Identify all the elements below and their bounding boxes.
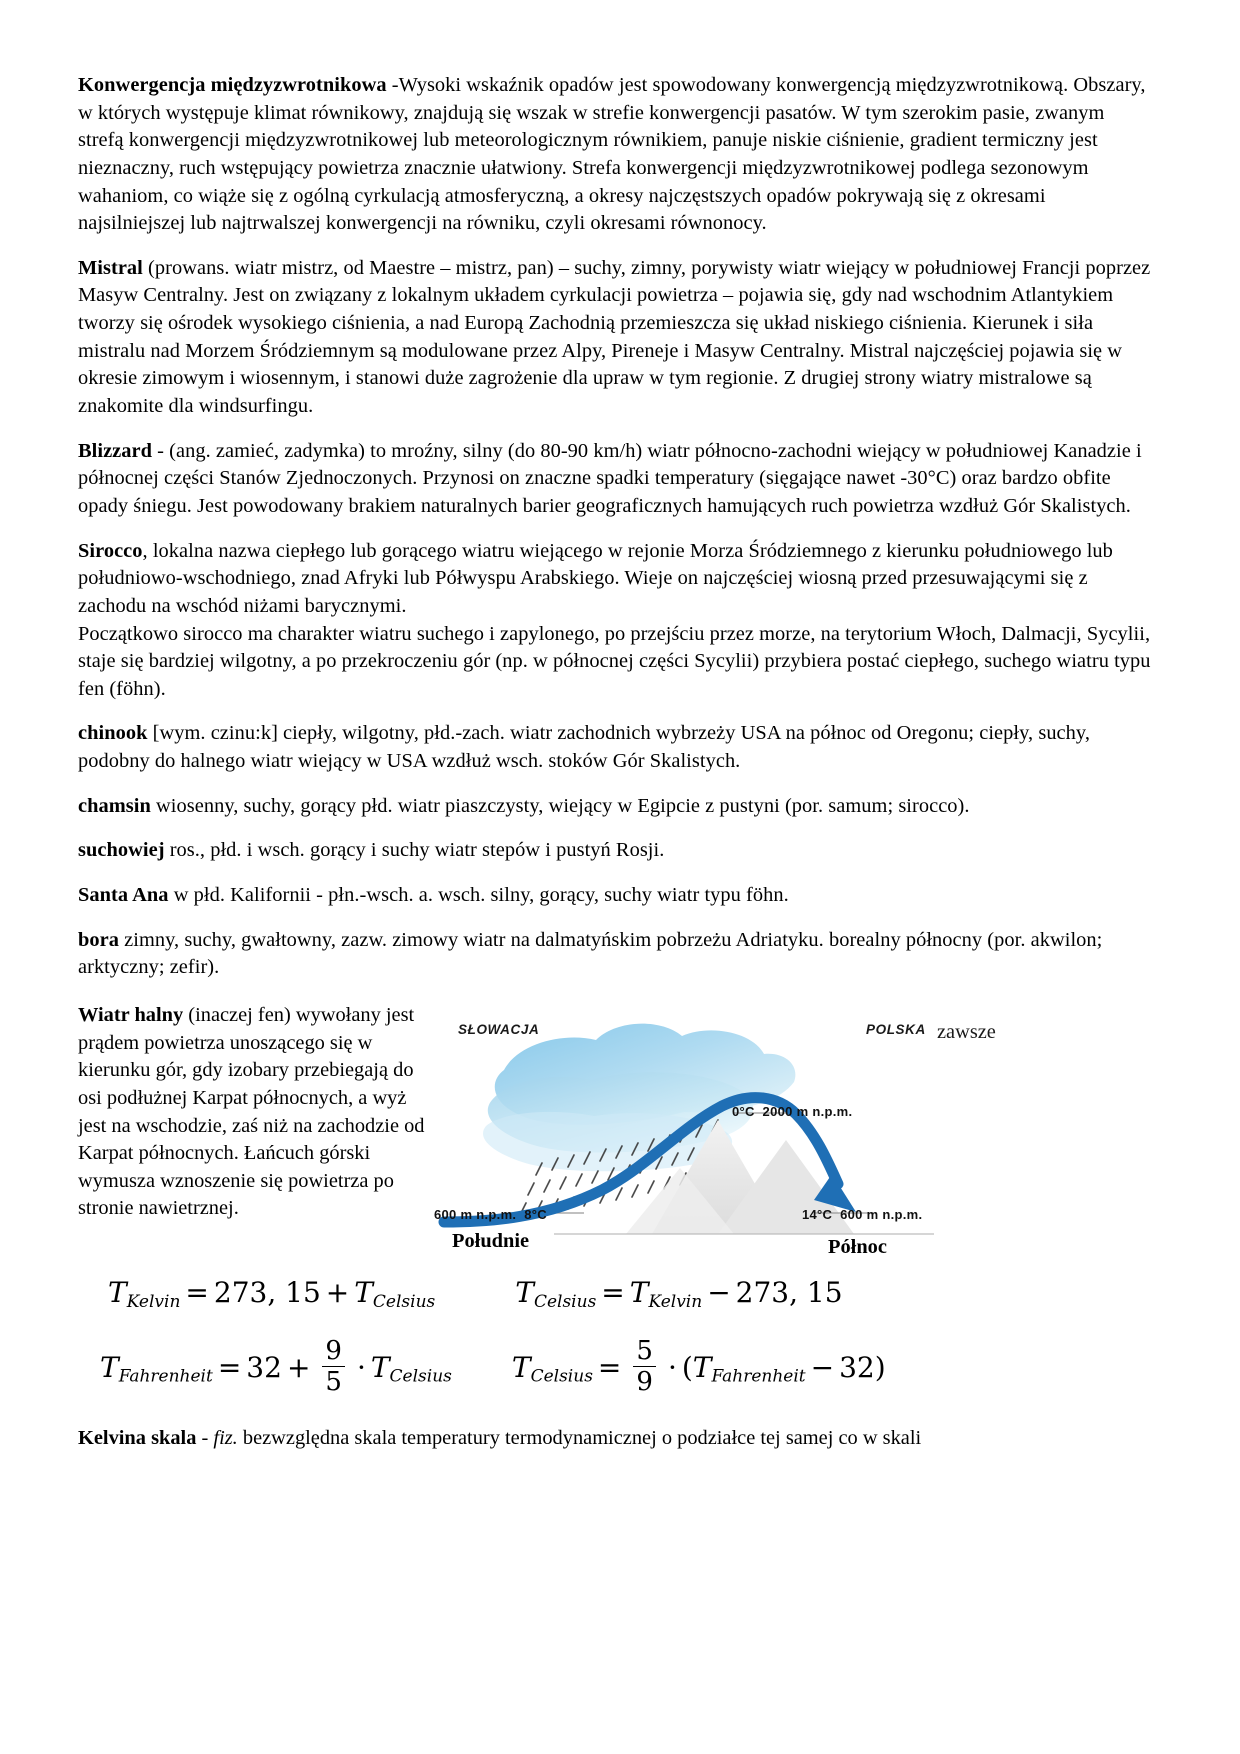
kfc-const: 273, 15 — [213, 1275, 321, 1309]
body-bora: zimny, suchy, gwałtowny, zazw. zimowy wiatr na dalmatyńskim pobrzeżu Adriatyku. borealny północny (por. akwilon; arktyczny; zefir). — [78, 928, 1103, 979]
ffc-lhs-var: T — [100, 1350, 119, 1384]
cfk-rhs-sub: Kelvin — [648, 1291, 703, 1312]
formula-fahrenheit-from-celsius — [100, 1335, 452, 1399]
footer-body: bezwzględna skala temperatury termodynamicznej o podziałce tej samej co w skali — [237, 1426, 922, 1449]
formula-kelvin-from-celsius — [108, 1276, 435, 1312]
ffc-eq: = — [217, 1350, 242, 1384]
cff-frac-num: 5 — [633, 1338, 656, 1367]
cff-dot: · — [667, 1350, 677, 1384]
formula-row-1 — [78, 1276, 1154, 1312]
term-blizzard: Blizzard — [78, 439, 153, 462]
figure-caption-south: Południe — [452, 1229, 530, 1252]
term-kelvina-skala: Kelvina skala — [78, 1426, 197, 1449]
body-konwergencja: -Wysoki wskaźnik opadów jest spowodowany konwergencją międzyzwrotnikową. Obszary, w których występuje klimat równikowy, znajdują się wszak w strefie konwergencji pasatów. W tym szerokim pasie, zwanym strefą konwergencji międzyzwrotnikowej lub meteorologicznym równikiem, panuje niskie ciśnienie, gradient termiczny jest nieznaczny, ruch wstępujący powietrza znacznie ułatwiony. Strefa konwergencji międzyzwrotnikowej podlega sezonowym wahaniom, co wiąże się z ogólną cyrkulacją atmosferyczną, a okresy najczęstszych opadów pokrywają się z okresami najsilniejszej lub najtrwalszej konwergencji na równiku, czyli okresami równonocy. — [78, 74, 1146, 235]
body-wiatr-halny: (inaczej fen) wywołany jest prądem powietrza unoszącego się w kierunku gór, gdy izobary przebiegają do osi podłużnej Karpat północnych, a wyż jest na wschodzie, zaś niż na zachodzie od Karpat północnych. Łańcuch górski wymusza wznoszenie się powietrza po stronie nawietrznej. — [78, 1003, 425, 1220]
paragraph-bora — [78, 927, 1154, 982]
cfk-lhs-sub: Celsius — [533, 1291, 597, 1312]
paragraph-chinook — [78, 720, 1154, 775]
kfc-rhs-var: T — [354, 1275, 373, 1309]
paragraph-mistral — [78, 255, 1154, 421]
footer-abbr: fiz. — [213, 1426, 238, 1449]
term-konwergencja: Konwergencja międzyzwrotnikowa — [78, 74, 387, 96]
term-wiatr-halny: Wiatr halny — [78, 1003, 184, 1026]
paragraph-blizzard — [78, 438, 1154, 521]
fohn-wind-diagram — [434, 1008, 1154, 1258]
cff-op: − — [810, 1350, 835, 1384]
halny-section — [78, 1002, 1154, 1258]
body-chinook: [wym. czinu:k] ciepły, wilgotny, płd.-zach. wiatr zachodnich wybrzeży USA na północ od Oregonu; ciepły, suchy, podobny do halnego wiatr wiejący w USA wzdłuż wsch. stoków Gór Skalistych. — [78, 722, 1090, 773]
paragraph-santa-ana — [78, 882, 1154, 910]
term-mistral: Mistral — [78, 256, 143, 279]
kfc-rhs-sub: Celsius — [372, 1291, 436, 1312]
paragraph-konwergencja — [78, 72, 1154, 238]
kfc-eq: = — [185, 1275, 209, 1309]
cfk-eq: = — [601, 1275, 625, 1309]
body-suchowiej: ros., płd. i wsch. gorący i suchy wiatr stepów i pustyń Rosji. — [164, 839, 665, 862]
term-chamsin: chamsin — [78, 794, 151, 817]
cff-const: 32 — [839, 1350, 875, 1384]
ffc-fraction — [322, 1335, 345, 1397]
cff-fraction — [633, 1335, 656, 1397]
figure-caption-north: Północ — [828, 1235, 887, 1258]
label-slowacja: SŁOWACJA — [458, 1021, 540, 1037]
kfc-op: + — [325, 1275, 350, 1309]
cfk-lhs-var: T — [515, 1275, 534, 1309]
cfk-op: − — [707, 1275, 731, 1309]
paragraph-chamsin — [78, 793, 1154, 821]
ffc-rhs-sub: Celsius — [389, 1366, 452, 1387]
footer-dash: - — [196, 1426, 214, 1449]
cff-open-paren: ( — [681, 1350, 693, 1384]
body-mistral: (prowans. wiatr mistrz, od Maestre – mistrz, pan) – suchy, zimny, porywisty wiatr wiejący w południowej Francji poprzez Masyw Centralny. Jest on związany z lokalnym układem cyrkulacji powietrza – pojawia się, gdy nad wschodnim Atlantykiem tworzy się ośrodek wysokiego ciśnienia, a nad Europą Zachodnią przemieszcza się układ niskiego ciśnienia. Kierunek i siła mistralu nad Morzem Śródziemnym są modulowane przez Alpy, Pireneje i Masyw Centralny. Mistral najczęściej pojawia się w okresie zimowym i wiosennym, i stanowi duże zagrożenie dla upraw w tym regionie. Z drugiej strony wiatry mistralowe są znakomite dla windsurfingu. — [78, 256, 1151, 418]
term-santa-ana: Santa Ana — [78, 884, 169, 907]
term-chinook: chinook — [78, 722, 148, 745]
right-altitude: 600 m n.p.m. — [840, 1206, 923, 1222]
left-altitude: 600 m n.p.m. — [434, 1206, 517, 1222]
formula-row-2 — [78, 1335, 1154, 1399]
paragraph-sirocco-continued — [78, 621, 1154, 704]
ffc-dot: · — [356, 1350, 366, 1384]
summit-altitude: 2000 m n.p.m. — [762, 1103, 853, 1119]
formula-celsius-from-kelvin — [515, 1276, 842, 1312]
label-polska: POLSKA — [866, 1021, 926, 1037]
annotation-windward-base — [434, 1207, 547, 1222]
left-temperature: 8°C — [524, 1206, 547, 1222]
term-sirocco: Sirocco — [78, 539, 143, 562]
annotation-leeward-base — [802, 1207, 922, 1222]
paragraph-kelvina-skala — [78, 1425, 1154, 1453]
ffc-frac-den: 5 — [325, 1366, 342, 1397]
term-bora: bora — [78, 928, 119, 951]
cff-rhs-var: T — [692, 1350, 712, 1384]
ffc-const: 32 — [246, 1350, 282, 1384]
cff-rhs-sub: Fahrenheit — [711, 1366, 806, 1387]
cff-close-paren: ) — [874, 1350, 886, 1384]
formula-celsius-from-fahrenheit — [511, 1335, 886, 1399]
body-sirocco-continued: Początkowo sirocco ma charakter wiatru suchego i zapylonego, po przejściu przez morze, na terytorium Włoch, Dalmacji, Sycylii, staje się bardziej wilgotny, a po przekroczeniu gór (np. w północnej części Sycylii) przybiera postać ciepłego, suchego wiatru typu fen (föhn). — [78, 622, 1151, 700]
annotation-summit — [732, 1104, 852, 1119]
ffc-frac-num: 9 — [322, 1338, 345, 1367]
body-chamsin: wiosenny, suchy, gorący płd. wiatr piaszczysty, wiejący w Egipcie z pustyni (por. samum; sirocco). — [150, 794, 970, 817]
kfc-lhs-var: T — [108, 1275, 127, 1309]
cff-lhs-var: T — [511, 1350, 531, 1384]
right-temperature: 14°C — [802, 1206, 833, 1222]
body-blizzard: - (ang. zamieć, zadymka) to mroźny, silny (do 80-90 km/h) wiatr północno-zachodni wiejący w południowej Kanadzie i północnej części Stanów Zjednoczonych. Przynosi on znaczne spadki temperatury (sięgające nawet -30°C) oraz bardzo obfite opady śniegu. Jest powodowany brakiem naturalnych barier geograficznych hamujących ruch powietrza wzdłuż Gór Skalistych. — [78, 439, 1142, 517]
ffc-rhs-var: T — [370, 1350, 390, 1384]
cfk-rhs-var: T — [629, 1275, 649, 1309]
cfk-const: 273, 15 — [735, 1275, 843, 1309]
cff-lhs-sub: Celsius — [530, 1366, 593, 1387]
label-zawsze: zawsze — [937, 1020, 996, 1043]
kfc-lhs-sub: Kelvin — [126, 1291, 181, 1312]
summit-temperature: 0°C — [732, 1103, 755, 1119]
body-sirocco: , lokalna nazwa ciepłego lub gorącego wiatru wiejącego w rejonie Morza Śródziemnego z kierunku południowego lub południowo-wschodniego, znad Afryki lub Półwyspu Arabskiego. Wieje on najczęściej wiosną przed przesuwającymi się z zachodu na wschód niżami barycznymi. — [78, 539, 1113, 617]
cff-frac-den: 9 — [636, 1366, 653, 1397]
term-suchowiej: suchowiej — [78, 839, 165, 862]
ffc-lhs-sub: Fahrenheit — [118, 1366, 213, 1387]
halny-text — [78, 1002, 430, 1223]
body-santa-ana: w płd. Kalifornii - płn.-wsch. a. wsch. silny, gorący, suchy wiatr typu föhn. — [168, 884, 789, 907]
cff-eq: = — [597, 1350, 622, 1384]
paragraph-suchowiej — [78, 837, 1154, 865]
paragraph-sirocco — [78, 538, 1154, 621]
ffc-op: + — [286, 1350, 311, 1384]
